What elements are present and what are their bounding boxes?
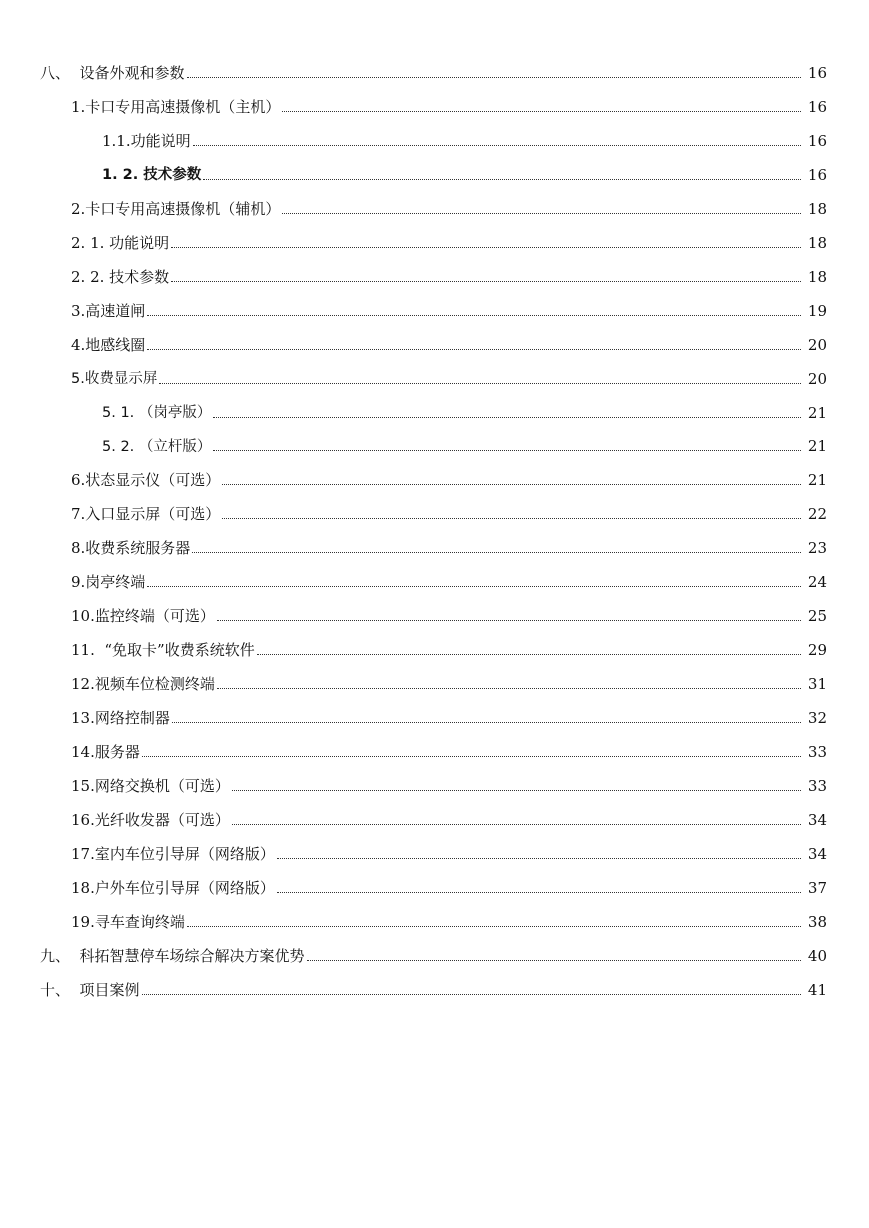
toc-dot-leader	[172, 722, 801, 723]
toc-page-number: 23	[807, 539, 827, 558]
toc-entry-title: 9.岗亭终端	[71, 573, 146, 592]
toc-page-number: 16	[807, 64, 827, 82]
toc-entry[interactable]	[0, 598, 869, 624]
toc-entry-title: 1.卡口专用高速摄像机（主机）	[71, 97, 281, 116]
toc-entry[interactable]	[0, 802, 869, 828]
toc-entry-title: 3.高速道闸	[71, 301, 146, 320]
toc-entry[interactable]	[0, 55, 869, 81]
toc-entry[interactable]	[0, 666, 869, 692]
toc-page-number: 21	[807, 471, 827, 490]
toc-entry[interactable]	[0, 836, 869, 862]
toc-dot-leader	[213, 417, 801, 418]
toc-dot-leader	[192, 552, 801, 553]
toc-entry-title: 18.户外车位引导屏（网络版）	[71, 878, 275, 897]
toc-entry[interactable]	[0, 428, 869, 454]
toc-page-number: 25	[807, 607, 827, 626]
toc-entry[interactable]	[0, 734, 869, 760]
toc-entry-title: 8.收费系统服务器	[71, 539, 191, 558]
toc-dot-leader	[217, 688, 801, 689]
toc-entry[interactable]	[0, 972, 869, 998]
toc-entry[interactable]	[0, 361, 869, 387]
toc-dot-leader	[147, 586, 801, 587]
toc-entry-title: 15.网络交换机（可选）	[71, 776, 230, 795]
toc-page-number: 24	[807, 573, 827, 592]
toc-dot-leader	[232, 790, 801, 791]
toc-entry[interactable]	[0, 157, 869, 183]
toc-entry[interactable]	[0, 293, 869, 319]
toc-entry[interactable]	[0, 632, 869, 658]
toc-dot-leader	[142, 756, 801, 757]
toc-entry-title: 2. 2. 技术参数	[71, 267, 170, 286]
toc-entry[interactable]	[0, 904, 869, 930]
toc-entry-title: 十、 项目案例	[40, 980, 140, 999]
toc-page-number: 16	[807, 131, 827, 150]
toc-dot-leader	[217, 620, 801, 621]
toc-entry-title: 八、 设备外观和参数	[40, 64, 185, 82]
toc-dot-leader	[232, 824, 801, 825]
toc-entry-title: 10.监控终端（可选）	[71, 607, 215, 626]
toc-page-number: 38	[807, 912, 827, 931]
toc-page-number: 33	[807, 743, 827, 761]
toc-dot-leader	[257, 654, 801, 655]
toc-entry-title: 1.1.功能说明	[102, 131, 191, 150]
toc-page-number: 16	[807, 97, 827, 116]
toc-page-number: 20	[807, 369, 827, 388]
toc-page-number: 21	[807, 437, 827, 456]
toc-dot-leader	[147, 315, 801, 316]
toc-page-number: 20	[807, 335, 827, 354]
toc-entry-title: 2. 1. 功能说明	[71, 233, 170, 252]
toc-page-number: 32	[807, 709, 827, 728]
toc-dot-leader	[187, 926, 801, 927]
toc-entry[interactable]	[0, 530, 869, 556]
toc-entry-title: 2.卡口专用高速摄像机（辅机）	[71, 199, 281, 218]
toc-entry-title: 4.地感线圈	[71, 335, 146, 354]
toc-dot-leader	[277, 892, 801, 893]
toc-entry[interactable]	[0, 938, 869, 964]
toc-dot-leader	[222, 518, 801, 519]
toc-entry-title: 19.寻车查询终端	[71, 912, 185, 931]
toc-entry[interactable]	[0, 395, 869, 421]
toc-page-number: 18	[807, 267, 827, 286]
toc-entry-title: 17.室内车位引导屏（网络版）	[71, 844, 275, 863]
toc-page-number: 16	[807, 165, 827, 184]
toc-dot-leader	[307, 960, 801, 961]
toc-entry-title: 16.光纤收发器（可选）	[71, 810, 230, 829]
toc-entry[interactable]	[0, 870, 869, 896]
toc-entry-title: 1. 2. 技术参数	[102, 167, 202, 184]
toc-entry-title: 7.入口显示屏（可选）	[71, 505, 221, 524]
toc-page-number: 34	[807, 810, 827, 829]
toc-page-number: 29	[807, 641, 827, 660]
toc-entry[interactable]	[0, 327, 869, 353]
toc-page-number: 19	[807, 301, 827, 320]
toc-entry-title: 6.状态显示仪（可选）	[71, 471, 221, 490]
toc-page-number: 18	[807, 199, 827, 218]
toc-dot-leader	[171, 281, 801, 282]
toc-page-number: 41	[807, 980, 827, 999]
toc-entry[interactable]	[0, 191, 869, 217]
toc-entry-title: 12.视频车位检测终端	[71, 675, 215, 694]
toc-entry-title: 5. 2. （立杆版）	[102, 438, 212, 455]
toc-entry-title: 13.网络控制器	[71, 709, 170, 728]
toc-entry[interactable]	[0, 89, 869, 115]
toc-dot-leader	[142, 994, 801, 995]
toc-entry[interactable]	[0, 225, 869, 251]
toc-page-number: 37	[807, 878, 827, 897]
toc-dot-leader	[282, 111, 801, 112]
toc-dot-leader	[193, 145, 801, 146]
toc-entry-title: 九、 科拓智慧停车场综合解决方案优势	[40, 946, 305, 965]
toc-dot-leader	[187, 77, 801, 78]
toc-entry-title: 11. “免取卡”收费系统软件	[71, 641, 255, 660]
toc-dot-leader	[203, 179, 801, 180]
toc-dot-leader	[147, 349, 801, 350]
toc-page-number: 40	[807, 946, 827, 965]
toc-dot-leader	[171, 247, 801, 248]
toc-page-number: 34	[807, 844, 827, 863]
toc-page-number: 18	[807, 233, 827, 252]
toc-entry[interactable]	[0, 564, 869, 590]
toc-entry[interactable]	[0, 768, 869, 794]
toc-page-number: 31	[807, 675, 827, 694]
toc-dot-leader	[159, 383, 801, 384]
toc-dot-leader	[213, 450, 801, 451]
toc-entry[interactable]	[0, 123, 869, 149]
toc-page-number: 33	[807, 776, 827, 795]
toc-entry-title: 5. 1. （岗亭版）	[102, 405, 212, 421]
toc-page-number: 21	[807, 403, 827, 422]
toc-dot-leader	[277, 858, 801, 859]
toc-entry[interactable]	[0, 462, 869, 488]
toc-page-number: 22	[807, 505, 827, 524]
toc-dot-leader	[222, 484, 801, 485]
toc-dot-leader	[282, 213, 801, 214]
toc-entry[interactable]	[0, 700, 869, 726]
toc-entry-title: 14.服务器	[71, 743, 140, 761]
toc-entry-title: 5.收费显示屏	[71, 371, 158, 388]
toc-entry[interactable]	[0, 259, 869, 285]
toc-entry[interactable]	[0, 496, 869, 522]
